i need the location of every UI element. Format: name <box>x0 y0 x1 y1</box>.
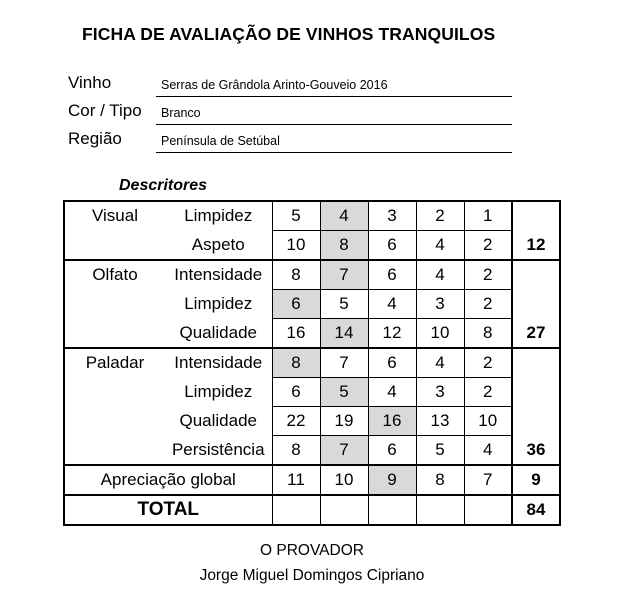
field-value-regiao: Península de Setúbal <box>161 134 280 148</box>
field-label-cor-tipo: Cor / Tipo <box>68 101 142 120</box>
table-row <box>64 290 560 319</box>
criterion-label: Qualidade <box>179 411 257 430</box>
score-cell: 6 <box>368 231 416 261</box>
apreciacao-label: Apreciação global <box>64 465 272 495</box>
section-name <box>64 436 165 466</box>
section-total: 36 <box>512 436 560 466</box>
table-row <box>64 378 560 407</box>
score-cell: 4 <box>416 231 464 261</box>
score-cell: 2 <box>464 231 512 261</box>
table-row <box>64 436 560 466</box>
empty-cell <box>464 495 512 525</box>
criterion-label: Intensidade <box>174 265 263 285</box>
criterion-label: Limpidez <box>184 294 253 313</box>
section-total <box>512 348 560 378</box>
score-cell: 2 <box>464 290 512 319</box>
field-label-regiao: Região <box>68 129 122 148</box>
score-cell: 10 <box>320 465 368 495</box>
field-underline <box>156 124 512 125</box>
score-cell: 6 <box>272 378 320 407</box>
section-name <box>64 407 165 436</box>
score-cell: 2 <box>464 378 512 407</box>
section-name: Paladar <box>64 348 165 378</box>
score-cell: 8 <box>272 436 320 466</box>
total-label: TOTAL <box>64 495 272 525</box>
score-cell: 2 <box>464 348 512 378</box>
score-cell: 4 <box>368 378 416 407</box>
section-total: 27 <box>512 319 560 349</box>
section-total <box>512 290 560 319</box>
field-underline <box>156 152 512 153</box>
score-cell: 10 <box>272 231 320 261</box>
table-row <box>64 201 560 231</box>
section-name: Olfato <box>64 260 165 290</box>
section-name <box>64 290 165 319</box>
score-cell: 6 <box>368 436 416 466</box>
selected-score-cell: 16 <box>368 407 416 436</box>
section-name: Visual <box>64 201 165 231</box>
criterion-label: Persistência <box>165 436 272 466</box>
table-row <box>64 348 560 378</box>
section-total: 12 <box>512 231 560 261</box>
score-cell: 7 <box>464 465 512 495</box>
score-cell: 6 <box>368 260 416 290</box>
table-row <box>64 495 560 525</box>
score-cell: 8 <box>416 465 464 495</box>
section-total <box>512 201 560 231</box>
score-cell: 1 <box>464 201 512 231</box>
table-row <box>64 260 560 290</box>
empty-cell <box>272 495 320 525</box>
selected-score-cell: 5 <box>320 378 368 407</box>
selected-score-cell: 7 <box>320 436 368 466</box>
score-cell: 10 <box>464 407 512 436</box>
score-cell: 4 <box>416 348 464 378</box>
field-value-vinho: Serras de Grândola Arinto-Gouveio 2016 <box>161 78 388 92</box>
score-cell: 2 <box>464 260 512 290</box>
criterion-label: Limpidez <box>184 382 253 401</box>
table-row <box>64 319 560 349</box>
table-row <box>64 231 560 261</box>
section-total <box>512 407 560 436</box>
score-cell: 3 <box>416 378 464 407</box>
table-row <box>64 407 560 436</box>
score-cell: 10 <box>416 319 464 349</box>
field-label-vinho: Vinho <box>68 73 112 92</box>
score-cell: 8 <box>464 319 512 349</box>
field-value-cor-tipo: Branco <box>161 106 201 120</box>
provador-heading: O PROVADOR <box>260 542 364 559</box>
score-cell: 5 <box>272 201 320 231</box>
section-name <box>64 231 165 261</box>
score-cell: 4 <box>416 260 464 290</box>
score-cell: 22 <box>272 407 320 436</box>
score-cell: 12 <box>368 319 416 349</box>
criterion-label: Intensidade <box>174 353 263 373</box>
score-cell: 2 <box>416 201 464 231</box>
section-total <box>512 378 560 407</box>
provador-name: Jorge Miguel Domingos Cipriano <box>199 567 425 584</box>
score-cell: 8 <box>272 260 320 290</box>
selected-score-cell: 8 <box>272 348 320 378</box>
empty-cell <box>368 495 416 525</box>
score-cell: 11 <box>272 465 320 495</box>
score-cell: 6 <box>368 348 416 378</box>
sheet-title: FICHA DE AVALIAÇÃO DE VINHOS TRANQUILOS <box>82 24 496 44</box>
empty-cell <box>416 495 464 525</box>
score-cell: 13 <box>416 407 464 436</box>
grand-total: 84 <box>512 495 560 525</box>
empty-cell <box>320 495 368 525</box>
selected-score-cell: 8 <box>320 231 368 261</box>
score-cell: 5 <box>416 436 464 466</box>
section-total <box>512 260 560 290</box>
descritores-heading: Descritores <box>119 177 208 194</box>
criterion-label: Aspeto <box>165 231 272 261</box>
table-row <box>64 465 560 495</box>
criterion-label: Limpidez <box>165 201 272 231</box>
score-cell: 4 <box>368 290 416 319</box>
apreciacao-total: 9 <box>512 465 560 495</box>
score-cell: 7 <box>320 348 368 378</box>
score-cell: 5 <box>320 290 368 319</box>
selected-score-cell: 6 <box>272 290 320 319</box>
evaluation-table <box>63 200 561 526</box>
score-cell: 3 <box>416 290 464 319</box>
selected-score-cell: 14 <box>320 319 368 349</box>
field-underline <box>156 96 512 97</box>
score-cell: 19 <box>320 407 368 436</box>
score-cell: 16 <box>272 319 320 349</box>
section-name <box>64 378 165 407</box>
selected-score-cell: 4 <box>320 201 368 231</box>
selected-score-cell: 9 <box>368 465 416 495</box>
section-name <box>64 319 165 349</box>
criterion-label: Qualidade <box>165 319 272 349</box>
score-cell: 3 <box>368 201 416 231</box>
selected-score-cell: 7 <box>320 260 368 290</box>
score-cell: 4 <box>464 436 512 466</box>
